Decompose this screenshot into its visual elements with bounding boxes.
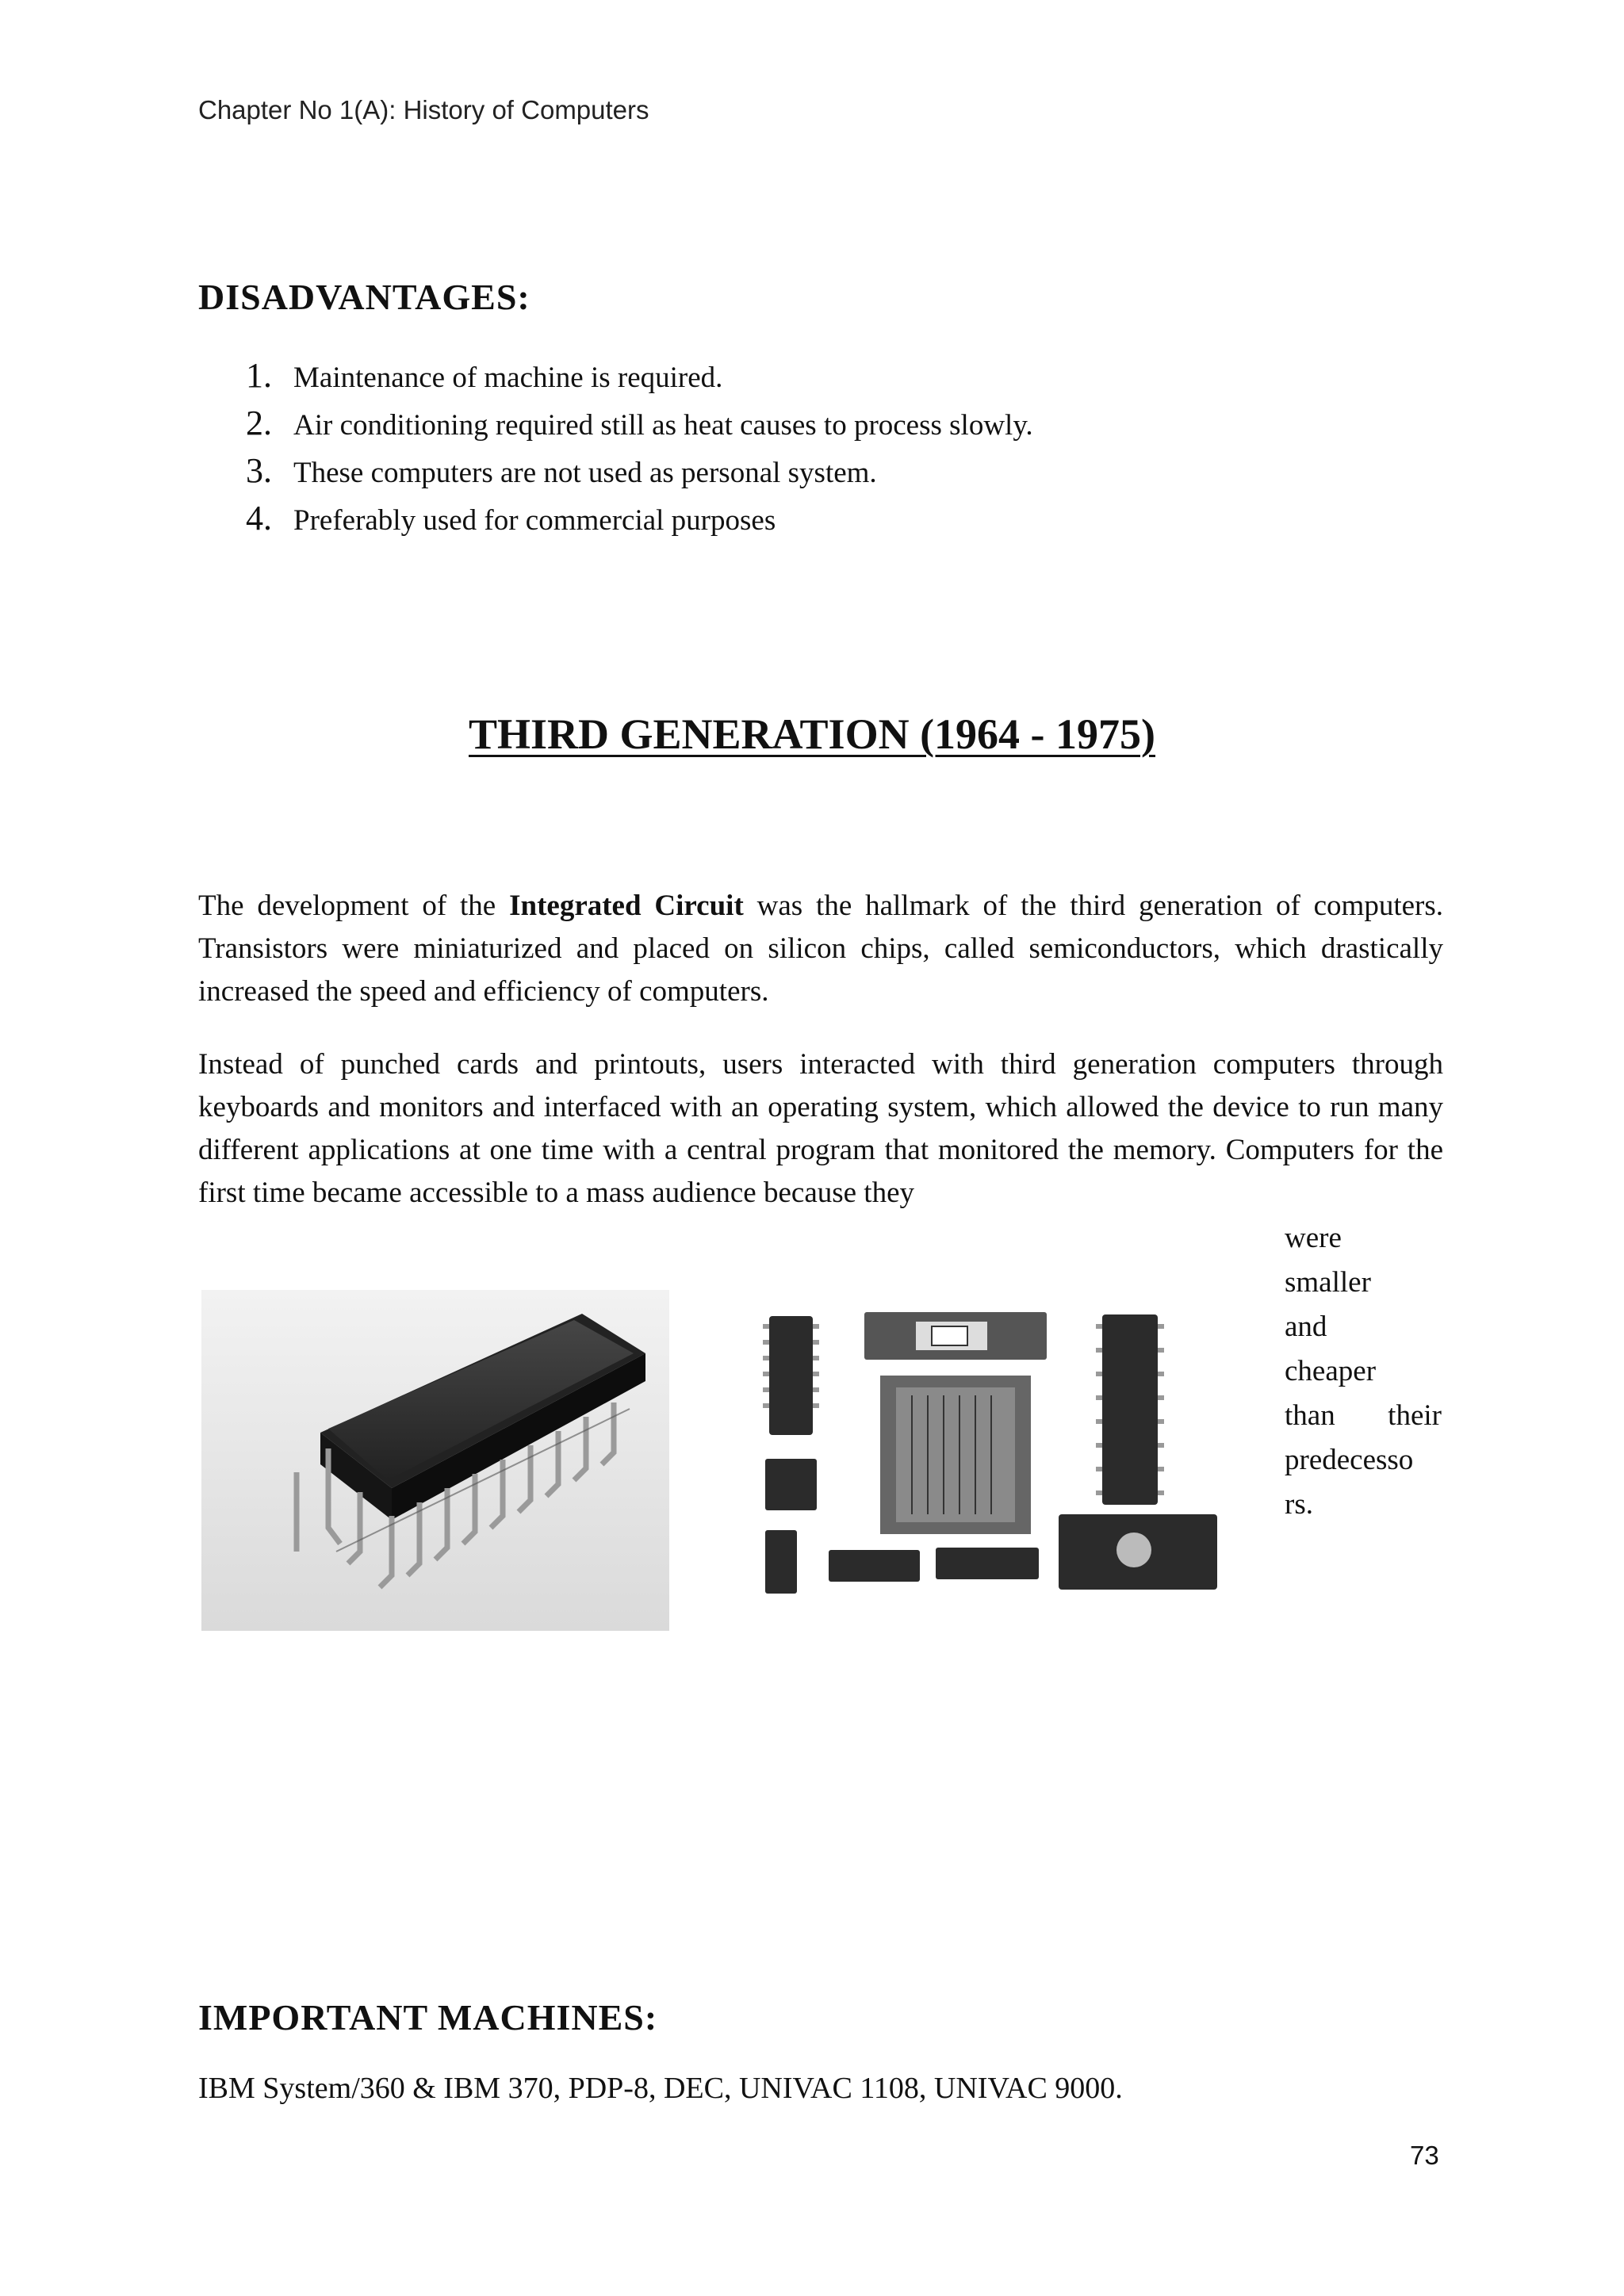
list-item bbox=[246, 498, 1033, 545]
list-item bbox=[246, 450, 1033, 498]
important-machines-heading: IMPORTANT MACHINES: bbox=[198, 1997, 658, 2038]
important-machines-text: IBM System/360 & IBM 370, PDP-8, DEC, UNIVAC 1108, UNIVAC 9000. bbox=[198, 2072, 1123, 2105]
list-number: 3. bbox=[246, 451, 272, 490]
list-text: Maintenance of machine is required. bbox=[293, 362, 723, 394]
paragraph-interaction: Instead of punched cards and printouts, users interacted with third generation computers through keyboards and monitors and interfaced with an operating system, which allowed the device to run many different applications at one time with a central program that monitored the memory. Computers for the first time became accessible to a mass audience because they bbox=[198, 1048, 1443, 1209]
page-number: 73 bbox=[1410, 2141, 1439, 2170]
list-text: These computers are not used as personal system. bbox=[293, 457, 877, 489]
list-number: 4. bbox=[246, 499, 272, 538]
assorted-chips-graphic bbox=[753, 1300, 1245, 1609]
disadvantages-list bbox=[246, 355, 1033, 545]
para1-post: was the hallmark of the third generation of computers. Transistors were miniaturized and placed on silicon chips, called semiconductors, which drastically increased the speed and efficiency of computers. bbox=[198, 890, 1444, 1008]
paragraph-integrated-circuit bbox=[198, 885, 1443, 1013]
list-text: Preferably used for commercial purposes bbox=[293, 504, 776, 537]
disadvantages-heading: DISADVANTAGES: bbox=[198, 277, 530, 317]
ic-chip-graphic bbox=[201, 1290, 669, 1631]
wrap-line: than their bbox=[1285, 1399, 1442, 1432]
list-text: Air conditioning required still as heat causes to process slowly. bbox=[293, 409, 1033, 442]
wrap-line: rs. bbox=[1285, 1488, 1313, 1521]
wrap-line: cheaper bbox=[1285, 1355, 1377, 1387]
list-number: 1. bbox=[246, 356, 272, 395]
wrapped-text-column bbox=[1285, 1216, 1442, 1527]
integrated-circuit-term: Integrated Circuit bbox=[509, 890, 744, 922]
wrap-line: smaller bbox=[1285, 1266, 1371, 1299]
assorted-chips-image bbox=[753, 1300, 1245, 1609]
page-header: Chapter No 1(A): History of Computers bbox=[198, 95, 649, 124]
para1-pre: The development of the bbox=[198, 890, 510, 922]
third-generation-heading: THIRD GENERATION (1964 - 1975) bbox=[468, 710, 1156, 758]
ic-chip-image bbox=[201, 1290, 669, 1631]
list-item bbox=[246, 403, 1033, 450]
list-number: 2. bbox=[246, 404, 272, 442]
list-item bbox=[246, 355, 1033, 403]
wrap-line: and bbox=[1285, 1311, 1327, 1343]
wrap-line: were bbox=[1285, 1222, 1342, 1254]
wrap-line: predecesso bbox=[1285, 1444, 1414, 1476]
